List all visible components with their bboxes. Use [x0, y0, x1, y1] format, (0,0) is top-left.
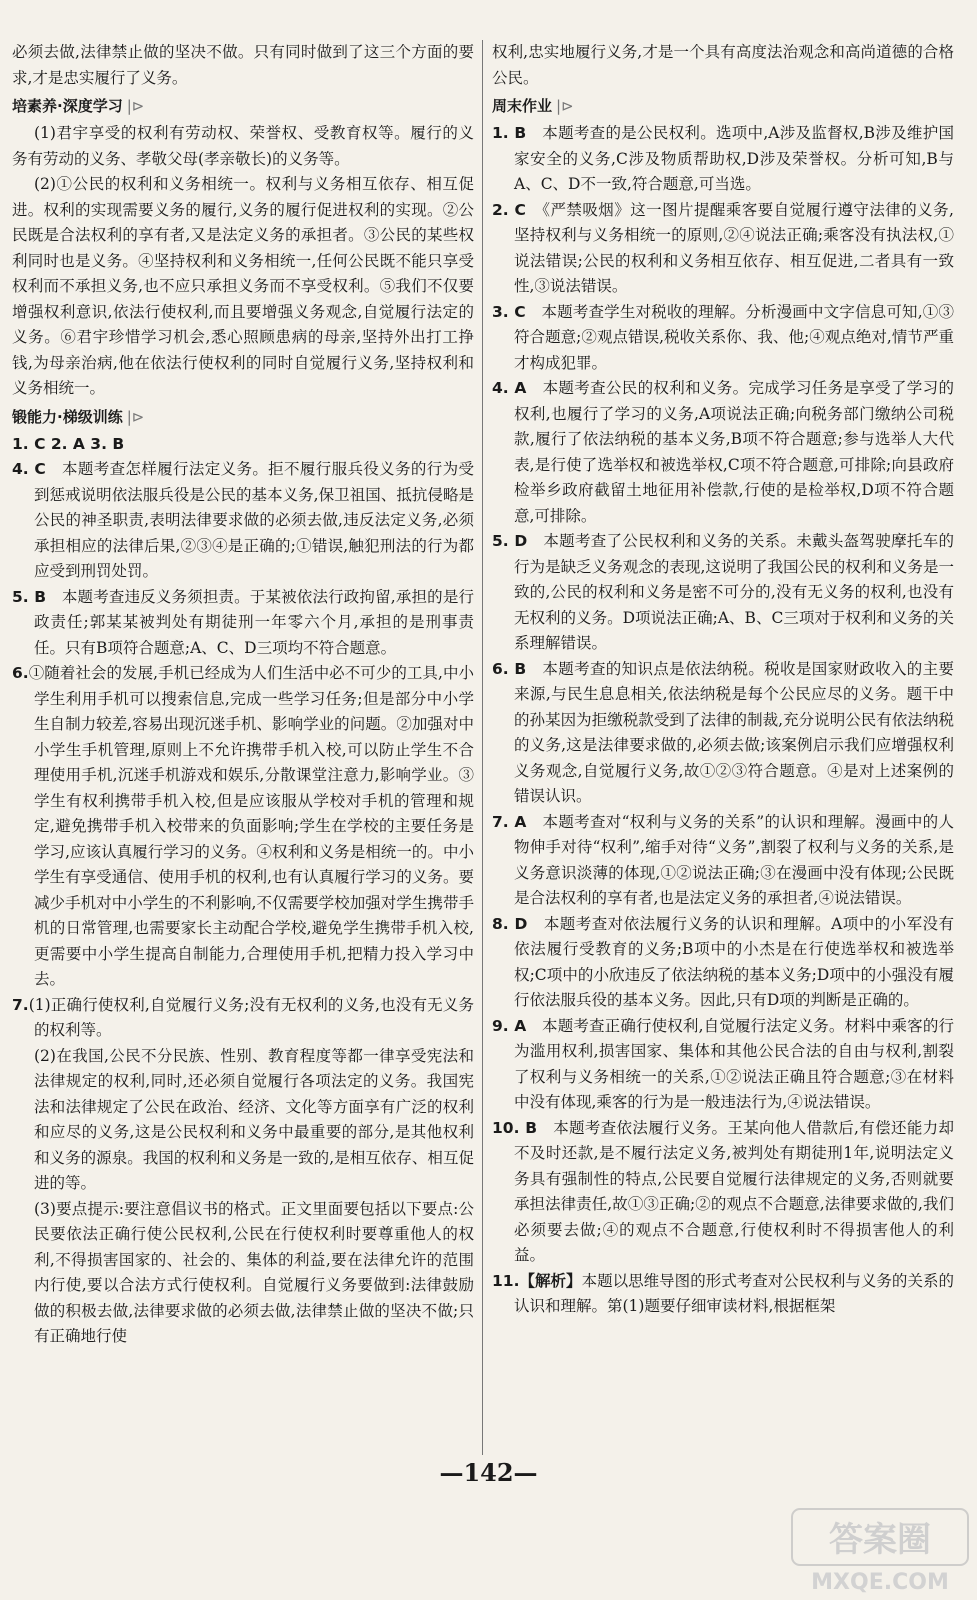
answer-5: 5. B 本题考查违反义务须担责。于某被依法行政拘留,承担的是行政责任;郭某某被判处有期徒刑一年零六个月,承担的是刑事责任。只有B项符合题意;A、C、D三项均不符合题意。 — [12, 587, 474, 657]
weekend-answer-6: 6. B 本题考查的知识点是依法纳税。税收是国家财政收入的主要来源,与民生息息相关,依法纳税是每个公民应尽的义务。题干中的孙某因为拒缴税款受到了法律的制裁,充分说明公民有依法纳税的义务,这是法律要求做的,必须去做;该案例启示我们应增强权利义务观念,自觉履行义务,故①②③符合题意。④是对上述案例的错误认识。 — [492, 659, 954, 805]
weekend-answer-10: 10. B 本题考查依法履行义务。王某向他人借款后,有偿还能力却不及时还款,是不履行法定义务,被判处有期徒刑1年,说明法定义务具有强制性的特点,公民要自觉履行法律规定的义务,否则就要承担法律责任,故①③正确;②的观点不合题意,法律要求做的,我们必须要去做;④的观点不合题意,行使权利时不得损害他人的利益。 — [492, 1118, 954, 1264]
weekend-answer-7: 7. A 本题考查对“权利与义务的关系”的认识和理解。漫画中的人物伸手对待“权利”,缩手对待“义务”,割裂了权利与义务的关系,是义务意识淡薄的体现,①②说法正确;③在漫画中没有体现;公民既是合法权利的享有者,也是法定义务的承担者,④说法错误。 — [492, 812, 954, 907]
section-arrow-icon: |⊳ — [126, 407, 145, 426]
deep-learning-part1: (1)君宇享受的权利有劳动权、荣誉权、受教育权等。履行的义务有劳动的义务、孝敬父母(孝亲敬长)的义务等。 — [12, 124, 474, 168]
right-column — [492, 40, 954, 1320]
column-divider — [482, 40, 483, 1455]
answer-7-part2: (2)在我国,公民不分民族、性别、教育程度等都一律享受宪法和法律规定的权利,同时,还必须自觉履行各项法定的义务。我国宪法和法律规定了公民在政治、经济、文化等方面享有广泛的权利和应尽的义务,这是公民权利和义务中最重要的部分,是其他权利和义务的源泉。我国的权利和义务是一致的,是相互依存、相互促进的等。 — [34, 1046, 474, 1192]
section-heading-training: 锻能力·梯级训练 |⊳ — [12, 407, 145, 426]
weekend-answer-2: 2. C 《严禁吸烟》这一图片提醒乘客要自觉履行遵守法律的义务,坚持权利与义务相统一的原则,②④说法正确;乘客没有执法权,①说法错误;公民的权利和义务相互依存、相互促进,二者具有一致性,③说法错误。 — [492, 200, 954, 295]
section-heading-deep-learning: 培素养·深度学习 |⊳ — [12, 97, 145, 115]
weekend-answer-1: 1. B 本题考查的是公民权利。选项中,A涉及监督权,B涉及维护国家安全的义务,C涉及物质帮助权,D涉及荣誉权。分析可知,B与A、C、D不一致,符合题意,可当选。 — [492, 124, 954, 193]
right-intro: 权利,忠实地履行义务,才是一个具有高度法治观念和高尚道德的合格公民。 — [492, 43, 954, 87]
watermark-domain-text: MXQE.COM — [811, 1570, 949, 1595]
weekend-answer-11: 11.【解析】本题以思维导图的形式考查对公民权利与义务的关系的认识和理解。第(1)题要仔细审读材料,根据框架 — [492, 1271, 954, 1315]
deep-learning-part2: (2)①公民的权利和义务相统一。权利与义务相互依存、相互促进。权利的实现需要义务的履行,义务的履行促进权利的实现。②公民既是合法权利的享有者,又是法定义务的承担者。③公民的某些权利同时也是义务。④坚持权利和义务相统一,任何公民既不能只享受权利而不承担义务,也不应只承担义务而不享受权利。⑤我们不仅要增强权利意识,依法行使权利,而且要增强义务观念,自觉履行法定的义务。⑥君宇珍惜学习机会,悉心照顾患病的母亲,坚持外出打工挣钱,为母亲治病,他在依法行使权利的同时自觉履行义务,坚持权利和义务相统一。 — [12, 175, 474, 397]
answers-1-3: 1. C 2. A 3. B — [12, 434, 125, 453]
left-column — [12, 40, 474, 1350]
watermark-logo — [790, 1505, 970, 1597]
answer-7-part1: 7.(1)正确行使权利,自觉履行义务;没有无权利的义务,也没有无义务的权利等。 — [12, 995, 474, 1039]
section-arrow-icon: |⊳ — [126, 97, 145, 115]
section-arrow-icon: |⊳ — [556, 97, 574, 115]
answer-7-part3: (3)要点提示:要注意倡议书的格式。正文里面要包括以下要点:公民要依法正确行使公民权利,公民在行使权利时要尊重他人的权利,不得损害国家的、社会的、集体的利益,要在法律允许的范围内行使,要以合法方式行使权利。自觉履行义务要做到:法律鼓励做的积极去做,法律要求做的必须去做,法律禁止做的坚决不做;只有正确地行使 — [34, 1199, 474, 1345]
weekend-answer-3: 3. C 本题考查学生对税收的理解。分析漫画中文字信息可知,①③符合题意;②观点错误,税收关系你、我、他;④观点绝对,情节严重才构成犯罪。 — [492, 302, 954, 372]
page-number: —142— — [439, 1458, 538, 1487]
weekend-answer-9: 9. A 本题考查正确行使权利,自觉履行法定义务。材料中乘客的行为滥用权利,损害国家、集体和其他公民合法的自由与权利,割裂了权利与义务相统一的关系,①②说法正确且符合题意;③在材料中没有体现,乘客的行为是一般违法行为,④说法错误。 — [492, 1016, 954, 1111]
watermark-cn-text: 答案圈 — [829, 1520, 931, 1560]
answer-6: 6.①随着社会的发展,手机已经成为人们生活中必不可少的工具,中小学生利用手机可以搜索信息,完成一些学习任务;但是部分中小学生自制力较差,容易出现沉迷手机、影响学业的问题。②加强对中小学生手机管理,原则上不允许携带手机入校,可以防止学生不合理使用手机,沉迷手机游戏和娱乐,分散课堂注意力,影响学业。③学生有权利携带手机入校,但是应该服从学校对手机的管理和规定,避免携带手机入校带来的负面影响;学生在学校的主要任务是学习,应该认真履行学习的义务。④权利和义务是相统一的。中小学生有享受通信、使用手机的权利,也有认真履行学习的义务。要减少手机对中小学生的不利影响,不仅需要学校加强对学生携带手机的日常管理,也需要家长主动配合学校,避免学生携带手机入校,更需要中小学生提高自制能力,合理使用手机,把精力投入学习中去。 — [12, 664, 474, 988]
answer-4: 4. C 本题考查怎样履行法定义务。拒不履行服兵役义务的行为受到惩戒说明依法服兵役是公民的基本义务,保卫祖国、抵抗侵略是公民的神圣职责,表明法律要求做的必须去做,违反法定义务,必须承担相应的法律后果,②③④是正确的;①错误,触犯刑法的行为都应受到刑罚处罚。 — [12, 460, 474, 580]
section-heading-weekend: 周末作业 |⊳ — [492, 97, 574, 115]
weekend-answer-4: 4. A 本题考查公民的权利和义务。完成学习任务是享受了学习的权利,也履行了学习的义务,A项说法正确;向税务部门缴纳公司税款,履行了依法纳税的基本义务,B项不符合题意;参与选举人大代表,是行使了选举权和被选举权,C项不符合题意,可排除;向县政府检举乡政府截留土地征用补偿款,行使的是检举权,D项不符合题意,可排除。 — [492, 379, 954, 525]
weekend-answer-5: 5. D 本题考查了公民权利和义务的关系。未戴头盔驾驶摩托车的行为是缺乏义务观念的表现,这说明了我国公民的权利和义务是一致的,公民的权利和义务是密不可分的,没有无义务的权利,也没有无权利的义务。D项说法正确;A、B、C三项对于权利和义务的关系理解错误。 — [492, 532, 954, 652]
left-intro: 必须去做,法律禁止做的坚决不做。只有同时做到了这三个方面的要求,才是忠实履行了义务。 — [12, 43, 474, 87]
weekend-answer-8: 8. D 本题考查对依法履行义务的认识和理解。A项中的小军没有依法履行受教育的义务;B项中的小杰是在行使选举权和被选举权;C项中的小欣违反了依法纳税的基本义务;D项中的小强没有履行依法服兵役的基本义务。因此,只有D项的判断是正确的。 — [492, 914, 954, 1009]
